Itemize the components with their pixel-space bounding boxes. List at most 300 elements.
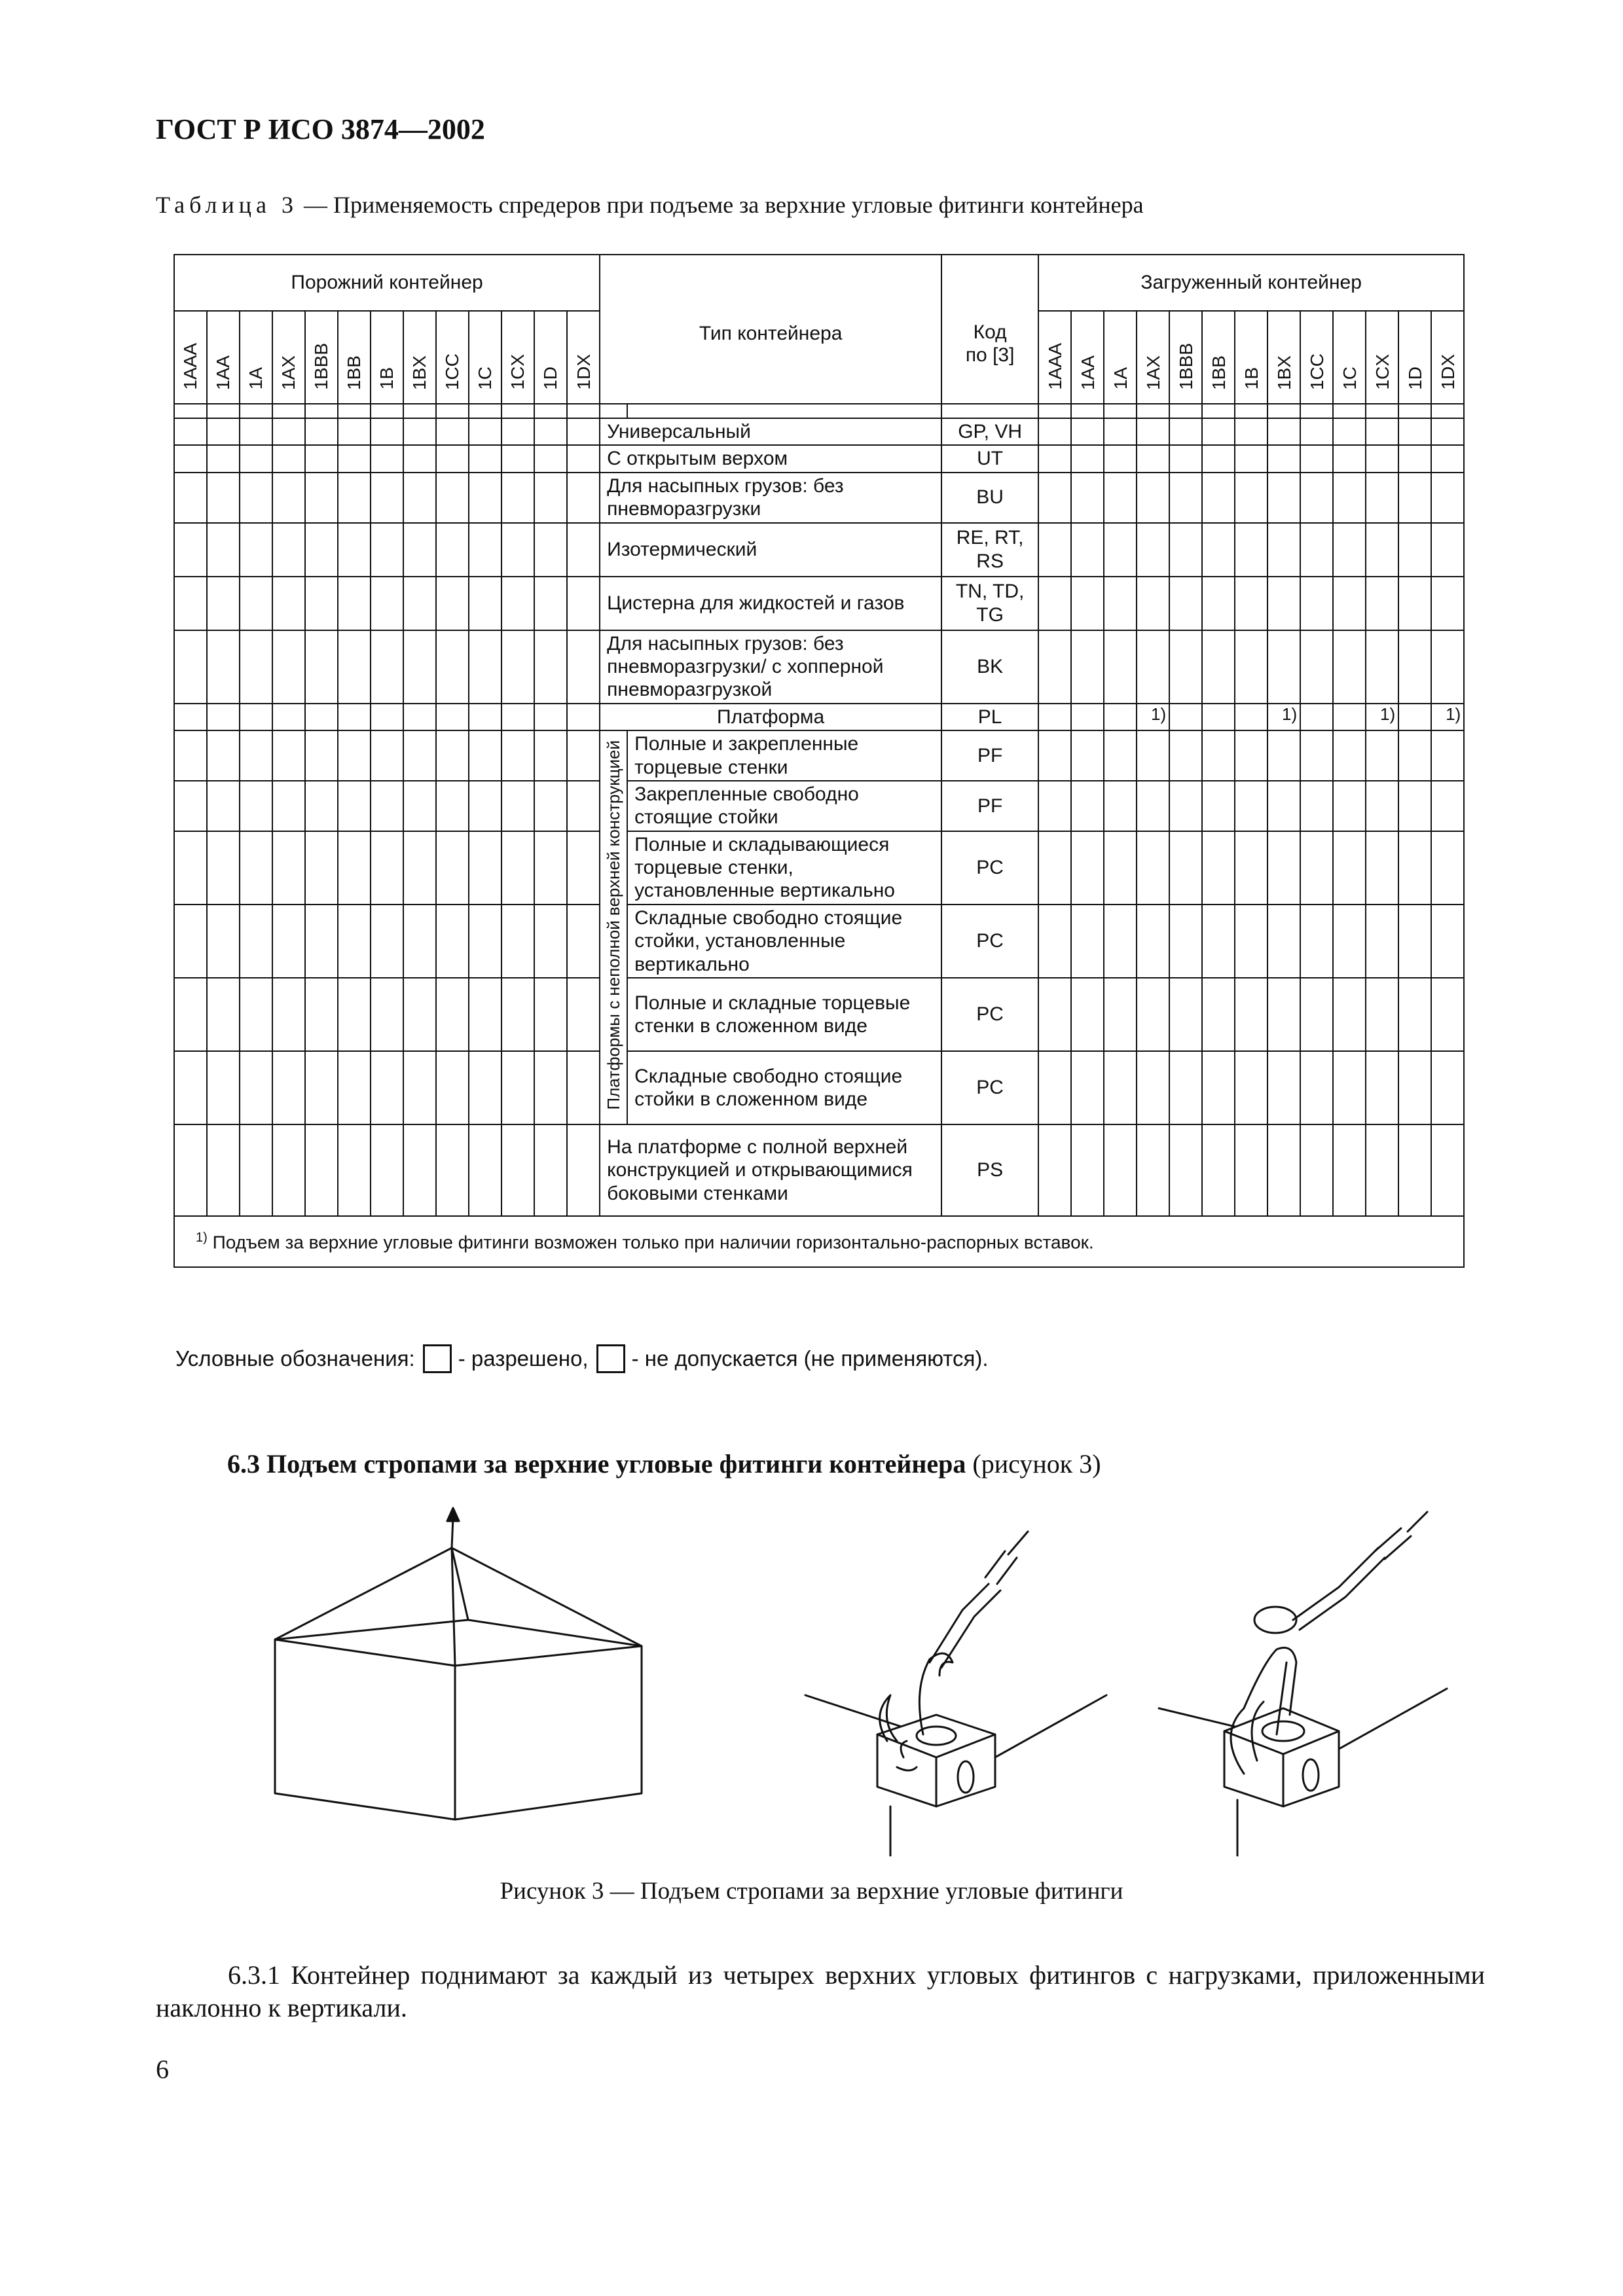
empty-container-cell <box>207 905 240 978</box>
empty-container-cell <box>272 445 305 472</box>
size-label: 1BX <box>1273 355 1294 390</box>
cell <box>1137 404 1169 418</box>
loaded-container-cell <box>1333 445 1366 472</box>
table-row <box>174 704 1464 730</box>
empty-container-cell <box>207 1051 240 1124</box>
empty-container-cell <box>534 473 567 523</box>
empty-container-cell <box>240 418 272 445</box>
empty-container-cell <box>305 418 338 445</box>
empty-container-cell <box>501 831 534 905</box>
empty-container-cell <box>338 577 371 630</box>
size-label: 1C <box>1339 366 1360 390</box>
empty-container-cell <box>567 418 600 445</box>
loaded-container-cell <box>1202 418 1235 445</box>
table-row <box>174 905 1464 978</box>
loaded-container-cell <box>1137 781 1169 831</box>
empty-container-cell <box>338 730 371 781</box>
loaded-container-cell <box>1104 730 1137 781</box>
loaded-container-cell <box>1366 418 1398 445</box>
cell <box>371 404 403 418</box>
cell <box>305 404 338 418</box>
empty-container-cell <box>240 978 272 1051</box>
empty-container-cell <box>469 831 501 905</box>
empty-container-cell <box>436 473 469 523</box>
loaded-container-cell <box>1431 905 1464 978</box>
loaded-container-cell <box>1235 781 1267 831</box>
empty-container-cell <box>371 730 403 781</box>
empty-container-cell <box>371 418 403 445</box>
empty-container-cell <box>338 781 371 831</box>
loaded-container-cell <box>1169 1051 1202 1124</box>
loaded-container-cell <box>1398 445 1431 472</box>
cell <box>272 404 305 418</box>
empty-container-cell <box>272 418 305 445</box>
size-label: 1BB <box>1208 355 1229 390</box>
empty-container-cell <box>469 630 501 704</box>
empty-container-cell <box>240 730 272 781</box>
container-code-cell: GP, VH <box>941 418 1038 445</box>
platform-group-text: Платформы с неполной верхней конструкцией <box>603 740 623 1110</box>
container-type-cell: Универсальный <box>600 418 941 445</box>
size-label: 1D <box>540 366 561 390</box>
loaded-container-cell <box>1169 978 1202 1051</box>
loaded-container-cell <box>1267 781 1300 831</box>
empty-container-cell <box>305 905 338 978</box>
size-header-cell <box>403 311 436 404</box>
cell <box>1038 404 1071 418</box>
legend-label: Условные обозначения: <box>175 1346 415 1371</box>
section-heading <box>227 1448 1101 1479</box>
loaded-container-cell <box>1398 473 1431 523</box>
loaded-container-cell <box>1169 445 1202 472</box>
size-label: 1CC <box>1306 353 1327 390</box>
table-caption <box>156 191 1144 219</box>
loaded-container-cell <box>1071 577 1104 630</box>
section-title: 6.3 Подъем стропами за верхние угловые фитинги контейнера <box>227 1449 966 1479</box>
loaded-container-cell <box>1104 577 1137 630</box>
empty-container-cell <box>436 781 469 831</box>
loaded-container-cell <box>1038 577 1071 630</box>
loaded-container-cell <box>1333 473 1366 523</box>
empty-container-cell <box>534 630 567 704</box>
empty-container-cell <box>174 781 207 831</box>
cell <box>174 404 207 418</box>
empty-container-cell <box>305 630 338 704</box>
size-header-cell <box>501 311 534 404</box>
size-header-cell <box>1431 311 1464 404</box>
empty-container-cell <box>272 730 305 781</box>
empty-container-cell <box>371 781 403 831</box>
footnote-marker: 1) <box>1366 704 1398 730</box>
footnote-marker: 1) <box>1267 704 1300 730</box>
loaded-container-cell <box>1398 1124 1431 1216</box>
loaded-container-cell <box>1366 445 1398 472</box>
size-header-cell <box>174 311 207 404</box>
size-header-cell <box>436 311 469 404</box>
cell <box>1267 404 1300 418</box>
empty-container-cell <box>469 445 501 472</box>
loaded-container-cell <box>1071 1124 1104 1216</box>
empty-container-cell <box>338 1124 371 1216</box>
loaded-container-cell <box>1333 781 1366 831</box>
empty-container-cell <box>207 523 240 577</box>
empty-container-cell <box>436 445 469 472</box>
loaded-container-cell <box>1267 445 1300 472</box>
loaded-container-cell <box>1137 577 1169 630</box>
loaded-container-cell <box>1071 905 1104 978</box>
size-header-cell <box>1038 311 1071 404</box>
loaded-container-cell <box>1366 473 1398 523</box>
loaded-container-cell <box>1104 445 1137 472</box>
size-label: 1BBB <box>1175 343 1196 390</box>
loaded-container-cell <box>1431 445 1464 472</box>
size-label: 1CX <box>507 354 528 390</box>
size-label: 1B <box>376 367 397 390</box>
empty-container-cell <box>567 730 600 781</box>
empty-container-cell <box>567 523 600 577</box>
size-header-cell <box>305 311 338 404</box>
container-type-cell: Цистерна для жидкостей и газов <box>600 577 941 630</box>
size-label: 1DX <box>573 354 594 390</box>
empty-container-cell <box>534 1124 567 1216</box>
empty-container-cell <box>501 704 534 730</box>
table-row <box>174 445 1464 472</box>
loaded-container-cell <box>1333 730 1366 781</box>
loaded-container-cell <box>1431 418 1464 445</box>
allowed-box-icon <box>423 1344 452 1373</box>
empty-container-cell <box>436 630 469 704</box>
loaded-container-cell <box>1038 978 1071 1051</box>
container-type-cell: Платформа <box>600 704 941 730</box>
page-number: 6 <box>156 2054 169 2084</box>
loaded-container-cell <box>1202 523 1235 577</box>
table-row <box>174 781 1464 831</box>
loaded-container-cell <box>1202 905 1235 978</box>
size-header-cell <box>338 311 371 404</box>
loaded-container-cell <box>1235 1051 1267 1124</box>
empty-container-cell <box>534 704 567 730</box>
size-label: 1AAA <box>180 343 201 390</box>
code-header-line1: Код <box>973 321 1007 343</box>
empty-container-cell <box>272 704 305 730</box>
empty-container-cell <box>371 630 403 704</box>
container-type-cell: Полные и складные торцевые стенки в сложенном виде <box>627 978 941 1051</box>
empty-container-cell <box>207 445 240 472</box>
container-type-cell: Для насыпных грузов: без пневморазгрузки/ с хопперной пневморазгрузкой <box>600 630 941 704</box>
cell <box>1202 404 1235 418</box>
loaded-container-cell <box>1169 630 1202 704</box>
empty-container-cell <box>501 445 534 472</box>
loaded-container-cell <box>1398 577 1431 630</box>
loaded-container-cell <box>1038 630 1071 704</box>
size-header-cell <box>240 311 272 404</box>
loaded-container-cell <box>1104 1124 1137 1216</box>
empty-container-cell <box>469 704 501 730</box>
loaded-container-cell <box>1267 1124 1300 1216</box>
container-code-cell: BK <box>941 630 1038 704</box>
cell <box>534 404 567 418</box>
empty-container-cell <box>174 523 207 577</box>
loaded-container-cell <box>1104 831 1137 905</box>
loaded-container-cell <box>1300 630 1333 704</box>
empty-container-cell <box>305 1124 338 1216</box>
loaded-container-cell <box>1235 704 1267 730</box>
empty-container-cell <box>174 1124 207 1216</box>
empty-container-cell <box>338 831 371 905</box>
empty-container-cell <box>534 418 567 445</box>
container-type-cell: Складные свободно стоящие стойки, установленные вертикально <box>627 905 941 978</box>
empty-container-cell <box>240 577 272 630</box>
loaded-container-cell <box>1104 905 1137 978</box>
loaded-container-cell <box>1333 418 1366 445</box>
empty-container-cell <box>403 1124 436 1216</box>
container-code-cell: PF <box>941 730 1038 781</box>
empty-container-cell <box>567 704 600 730</box>
footnote-marker: 1) <box>1431 704 1464 730</box>
loaded-container-cell <box>1038 781 1071 831</box>
loaded-container-cell <box>1300 418 1333 445</box>
loaded-container-cell <box>1169 781 1202 831</box>
empty-container-cell <box>469 905 501 978</box>
empty-container-cell <box>272 781 305 831</box>
size-header-cell <box>371 311 403 404</box>
empty-container-cell <box>338 418 371 445</box>
loaded-container-cell <box>1398 1051 1431 1124</box>
table-row <box>174 1124 1464 1216</box>
table-row <box>174 523 1464 577</box>
container-with-slings-drawing <box>275 1508 642 1820</box>
size-label: 1C <box>475 366 496 390</box>
empty-container-cell <box>174 630 207 704</box>
loaded-container-cell <box>1202 831 1235 905</box>
empty-container-cell <box>371 1051 403 1124</box>
container-code-cell: RE, RT, RS <box>941 523 1038 577</box>
cell <box>1104 404 1137 418</box>
loaded-container-cell <box>1300 1124 1333 1216</box>
loaded-container-cell <box>1071 523 1104 577</box>
loaded-container-cell <box>1202 577 1235 630</box>
cell <box>1071 404 1104 418</box>
loaded-container-cell <box>1333 704 1366 730</box>
empty-container-cell <box>567 781 600 831</box>
empty-container-cell <box>403 905 436 978</box>
cell <box>1300 404 1333 418</box>
size-label: 1DX <box>1437 354 1458 390</box>
loaded-container-cell <box>1398 905 1431 978</box>
loaded-container-cell <box>1300 1051 1333 1124</box>
loaded-container-cell <box>1398 781 1431 831</box>
empty-container-cell <box>469 523 501 577</box>
size-header-cell <box>272 311 305 404</box>
loaded-container-cell <box>1300 473 1333 523</box>
empty-container-cell <box>469 1051 501 1124</box>
empty-container-cell <box>338 905 371 978</box>
footnote-cell <box>174 1216 1464 1267</box>
cell <box>436 404 469 418</box>
loaded-container-cell <box>1431 730 1464 781</box>
loaded-container-cell <box>1137 978 1169 1051</box>
cell <box>240 404 272 418</box>
empty-container-cell <box>272 1051 305 1124</box>
loaded-container-cell <box>1235 831 1267 905</box>
empty-container-cell <box>371 523 403 577</box>
paragraph-text: 6.3.1 Контейнер поднимают за каждый из четырех верхних угловых фитингов с нагрузками, приложенными наклонно к вертикали. <box>156 1960 1485 2022</box>
size-header-cell <box>1398 311 1431 404</box>
loaded-container-cell <box>1267 418 1300 445</box>
loaded-container-cell <box>1267 831 1300 905</box>
empty-container-cell <box>534 1051 567 1124</box>
empty-container-cell <box>403 978 436 1051</box>
container-code-cell: BU <box>941 473 1038 523</box>
figure-caption: Рисунок 3 — Подъем стропами за верхние угловые фитинги <box>500 1878 1123 1905</box>
loaded-container-cell <box>1235 445 1267 472</box>
loaded-container-cell <box>1366 523 1398 577</box>
loaded-container-cell <box>1300 831 1333 905</box>
size-label: 1CX <box>1372 354 1393 390</box>
loaded-container-cell <box>1137 523 1169 577</box>
footnote-text: Подъем за верхние угловые фитинги возможен только при наличии горизонтально-распорных вставок. <box>207 1232 1094 1253</box>
empty-container-cell <box>469 418 501 445</box>
loaded-container-cell <box>1071 1051 1104 1124</box>
empty-container-cell <box>534 905 567 978</box>
loaded-container-cell <box>1104 473 1137 523</box>
loaded-container-cell <box>1300 577 1333 630</box>
cell <box>1333 404 1366 418</box>
size-header-cell <box>1169 311 1202 404</box>
empty-container-cell <box>501 523 534 577</box>
loaded-container-cell <box>1071 831 1104 905</box>
empty-container-cell <box>338 445 371 472</box>
hook-in-fitting-drawing <box>805 1532 1106 1856</box>
loaded-container-cell <box>1267 1051 1300 1124</box>
loaded-container-cell <box>1137 418 1169 445</box>
empty-container-cell <box>501 473 534 523</box>
empty-container-cell <box>501 1051 534 1124</box>
empty-container-cell <box>305 978 338 1051</box>
container-code-cell: PC <box>941 831 1038 905</box>
empty-container-cell <box>305 523 338 577</box>
empty-container-cell <box>469 577 501 630</box>
loaded-container-cell <box>1398 831 1431 905</box>
loaded-container-cell <box>1366 978 1398 1051</box>
empty-container-cell <box>174 978 207 1051</box>
loaded-container-cell <box>1235 577 1267 630</box>
cell <box>567 404 600 418</box>
empty-container-cell <box>534 577 567 630</box>
empty-container-cell <box>371 577 403 630</box>
empty-container-cell <box>240 1124 272 1216</box>
empty-container-cell <box>174 1051 207 1124</box>
loaded-container-cell <box>1038 704 1071 730</box>
empty-container-cell <box>240 905 272 978</box>
size-label: 1AAA <box>1044 343 1065 390</box>
size-header-cell <box>567 311 600 404</box>
loaded-container-cell <box>1235 730 1267 781</box>
table-row <box>174 577 1464 630</box>
loaded-container-cell <box>1169 473 1202 523</box>
empty-container-cell <box>338 630 371 704</box>
empty-container-cell <box>338 978 371 1051</box>
empty-container-cell <box>207 630 240 704</box>
loaded-container-cell <box>1038 445 1071 472</box>
container-type-cell: Закрепленные свободно стоящие стойки <box>627 781 941 831</box>
loaded-container-cell <box>1104 704 1137 730</box>
loaded-container-cell <box>1267 577 1300 630</box>
loaded-container-cell <box>1235 630 1267 704</box>
loaded-container-cell <box>1169 1124 1202 1216</box>
loaded-container-cell <box>1104 781 1137 831</box>
empty-container-cell <box>501 781 534 831</box>
code-header-line2: по [3] <box>965 344 1015 367</box>
loaded-container-cell <box>1235 1124 1267 1216</box>
empty-container-cell <box>305 473 338 523</box>
loaded-container-cell <box>1137 445 1169 472</box>
loaded-container-cell <box>1071 473 1104 523</box>
empty-container-cell <box>272 905 305 978</box>
loaded-container-cell <box>1202 1124 1235 1216</box>
loaded-container-cell <box>1071 704 1104 730</box>
loaded-container-cell <box>1431 1124 1464 1216</box>
footnote-mark: 1) <box>196 1230 208 1245</box>
loaded-container-cell <box>1169 905 1202 978</box>
size-label: 1D <box>1404 366 1425 390</box>
empty-container-cell <box>338 1051 371 1124</box>
cell <box>403 404 436 418</box>
container-type-cell: Для насыпных грузов: без пневморазгрузки <box>600 473 941 523</box>
loaded-container-cell <box>1431 831 1464 905</box>
empty-container-cell <box>534 978 567 1051</box>
loaded-container-cell <box>1202 445 1235 472</box>
cell <box>1366 404 1398 418</box>
empty-container-cell <box>403 523 436 577</box>
loaded-container-cell <box>1267 730 1300 781</box>
empty-container-cell <box>436 418 469 445</box>
empty-container-cell <box>305 831 338 905</box>
empty-container-cell <box>240 781 272 831</box>
size-label: 1A <box>1110 367 1131 390</box>
loaded-container-cell <box>1431 523 1464 577</box>
empty-container-cell <box>469 781 501 831</box>
loaded-container-cell <box>1366 905 1398 978</box>
size-label: 1A <box>246 367 266 390</box>
empty-container-cell <box>567 905 600 978</box>
forbidden-box-icon <box>596 1344 625 1373</box>
size-header-cell <box>1202 311 1235 404</box>
paragraph-6-3-1 <box>156 1959 1485 2024</box>
empty-container-cell <box>272 473 305 523</box>
size-header-cell <box>207 311 240 404</box>
empty-container-cell <box>240 445 272 472</box>
size-header-cell <box>1235 311 1267 404</box>
container-type-cell: Изотермический <box>600 523 941 577</box>
empty-container-cell <box>174 831 207 905</box>
container-code-cell: PF <box>941 781 1038 831</box>
empty-container-cell <box>436 905 469 978</box>
container-code-cell: PC <box>941 905 1038 978</box>
empty-container-cell <box>305 704 338 730</box>
footnote-marker: 1) <box>1137 704 1169 730</box>
loaded-container-cell <box>1202 630 1235 704</box>
empty-container-cell <box>567 831 600 905</box>
loaded-container-cell <box>1038 1124 1071 1216</box>
empty-container-cell <box>436 978 469 1051</box>
container-code-cell: PL <box>941 704 1038 730</box>
empty-container-cell <box>240 704 272 730</box>
empty-container-cell <box>207 831 240 905</box>
loaded-container-cell <box>1366 630 1398 704</box>
loaded-container-cell <box>1071 781 1104 831</box>
loaded-container-cell <box>1366 577 1398 630</box>
